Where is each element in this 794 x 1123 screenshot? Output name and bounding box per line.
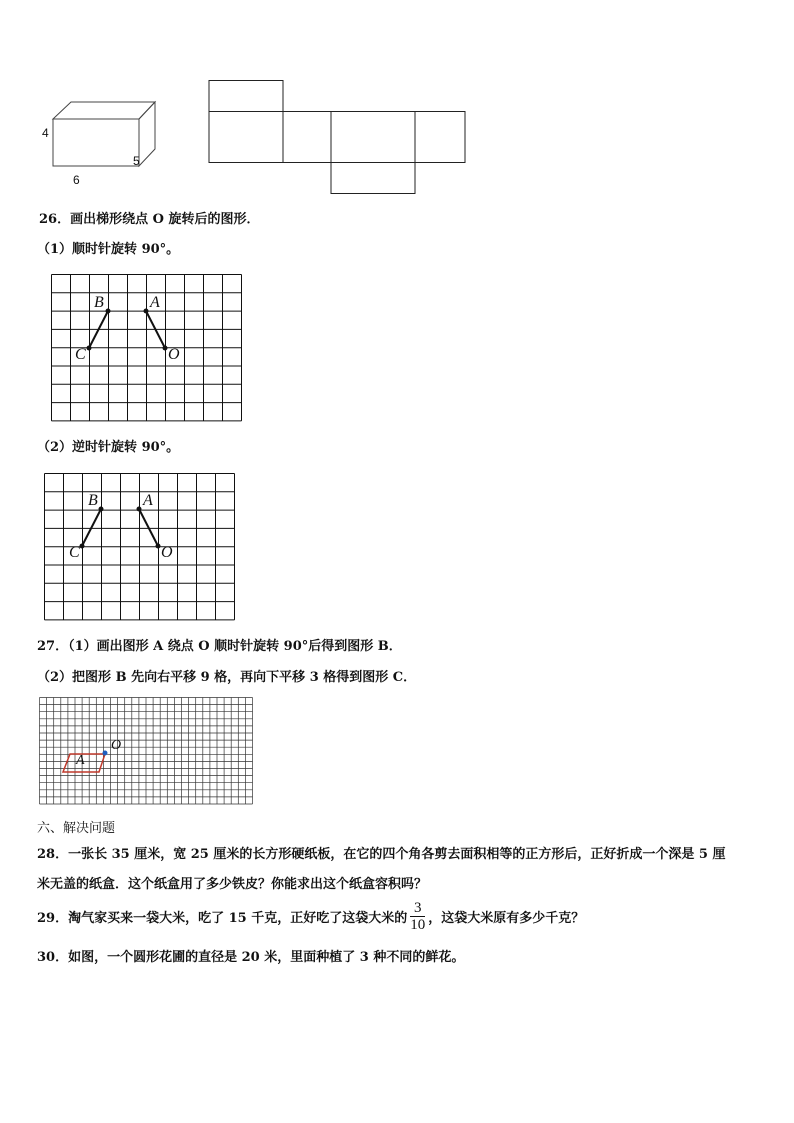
q27-shape-label-a: A (76, 753, 85, 768)
q28-line1: 28．一张长 35 厘米，宽 25 厘米的长方形硬纸板，在它的四个角各剪去面积相等的正方形后，正好折成一个深是 5 厘 (37, 847, 726, 862)
section-6-heading: 六、解决问题 (37, 821, 116, 836)
q26-1-label-B: B (94, 294, 104, 311)
q27-part1: 27．（1）画出图形 A 绕点 O 顺时针旋转 90°后得到图形 B． (37, 639, 402, 654)
q29-frac-num: 3 (410, 900, 425, 917)
cuboid-length-label: 6 (73, 173, 80, 187)
q26-1-label-A: A (150, 294, 160, 311)
q26-2-label-B: B (88, 492, 98, 509)
q29-text (37, 900, 584, 933)
cuboid-width-label: 5 (133, 154, 140, 168)
cuboid-height-label: 4 (42, 126, 49, 140)
q26-2-label-A: A (143, 492, 153, 509)
q26-title: 26．画出梯形绕点 O 旋转后的图形． (39, 212, 260, 227)
cuboid-net (208, 80, 468, 196)
q26-1-label-O: O (168, 346, 180, 363)
q26-2-label-O: O (161, 544, 173, 561)
q26-1-label-C: C (75, 346, 86, 363)
q30-text: 30．如图，一个圆形花圃的直径是 20 米，里面种植了 3 种不同的鲜花。 (37, 950, 465, 965)
q29-fraction (410, 900, 425, 933)
q28-line2: 米无盖的纸盒．这个纸盒用了多少铁皮？你能求出这个纸盒容积吗？ (37, 877, 428, 892)
q26-part2: （2）逆时针旋转 90°。 (37, 440, 180, 455)
point-o-dot (103, 751, 108, 756)
q27-grid (39, 697, 253, 805)
q26-part1: （1）顺时针旋转 90°。 (37, 242, 180, 257)
q27-point-label-o: O (111, 738, 122, 753)
q29-after: ，这袋大米原有多少千克？ (428, 911, 585, 926)
q27-part2: （2）把图形 B 先向右平移 9 格，再向下平移 3 格得到图形 C． (37, 670, 417, 685)
q26-2-label-C: C (69, 544, 80, 561)
q29-before: 29．淘气家买来一袋大米，吃了 15 千克，正好吃了这袋大米的 (37, 911, 408, 926)
q29-frac-den: 10 (410, 917, 426, 933)
cuboid-figure (40, 96, 150, 186)
